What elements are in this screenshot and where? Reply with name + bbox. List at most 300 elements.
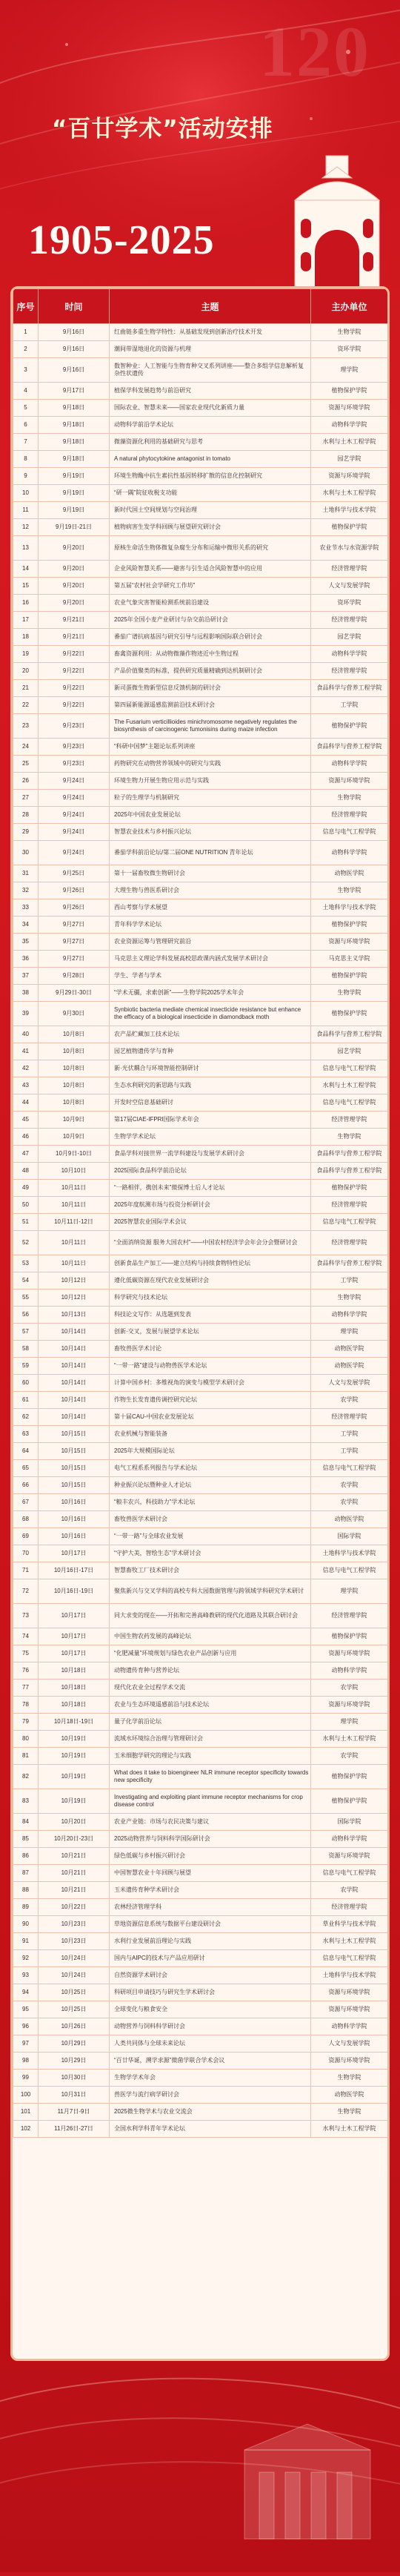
table-row xyxy=(13,773,388,790)
row-time: 9月20日 xyxy=(39,561,110,578)
table-row xyxy=(13,646,388,663)
table-row xyxy=(13,1731,388,1748)
row-time: 10月24日 xyxy=(39,1967,110,1984)
row-topic: 现代化农业全过程学术交流 xyxy=(110,1680,311,1697)
row-index: 67 xyxy=(13,1494,39,1511)
row-host: 工学院 xyxy=(311,1272,388,1289)
row-host: 农学院 xyxy=(311,1392,388,1409)
table-row xyxy=(13,400,388,417)
row-time: 9月19日 xyxy=(39,502,110,519)
row-time: 10月18日-19日 xyxy=(39,1714,110,1731)
table-row xyxy=(13,1916,388,1933)
row-index: 88 xyxy=(13,1882,39,1899)
row-time: 9月20日 xyxy=(39,536,110,561)
row-time: 10月13日 xyxy=(39,1307,110,1324)
row-host: 资源与环境学院 xyxy=(311,1645,388,1662)
row-host: 植物保护学院 xyxy=(311,519,388,536)
row-index: 73 xyxy=(13,1604,39,1628)
row-index: 31 xyxy=(13,865,39,882)
row-time: 10月18日 xyxy=(39,1662,110,1680)
table-row xyxy=(13,1214,388,1231)
row-host: 资源与环境学院 xyxy=(311,1848,388,1865)
row-index: 32 xyxy=(13,882,39,899)
row-time: 9月27日 xyxy=(39,934,110,951)
row-topic: 2025微生物学术与农业交流会 xyxy=(110,2104,311,2121)
row-time: 10月18日 xyxy=(39,1697,110,1714)
row-index: 56 xyxy=(13,1307,39,1324)
table-row xyxy=(13,1967,388,1984)
table-row xyxy=(13,2052,388,2070)
years-banner: 1905-2025 xyxy=(28,217,215,263)
row-index: 39 xyxy=(13,1002,39,1026)
row-topic: 环境生物力开展生物应用示范与实践 xyxy=(110,773,311,790)
anniversary-watermark: 120 xyxy=(259,12,370,91)
row-host: 动物医学院 xyxy=(311,1341,388,1358)
row-host: 食品科学与营养工程学院 xyxy=(311,1146,388,1163)
row-host: 园艺学院 xyxy=(311,629,388,646)
row-index: 41 xyxy=(13,1043,39,1060)
table-row xyxy=(13,1060,388,1077)
row-index: 40 xyxy=(13,1026,39,1043)
row-index: 19 xyxy=(13,646,39,663)
row-topic: 科学研究与技术论坛 xyxy=(110,1289,311,1307)
table-row xyxy=(13,536,388,561)
row-topic: Synbiotic bacteria mediate chemical insecticide resistance but enhance the efficacy of a biological insecticide in diamondback moth xyxy=(110,1002,311,1026)
row-host: 生物学院 xyxy=(311,324,388,341)
table-row xyxy=(13,578,388,595)
row-index: 53 xyxy=(13,1255,39,1272)
row-topic: 潮间带湿地退化的资源与机理 xyxy=(110,341,311,358)
row-index: 82 xyxy=(13,1765,39,1789)
row-host: 草业科学与技术学院 xyxy=(311,1916,388,1933)
row-topic: A natural phytocytokine antagonist in tomato xyxy=(110,451,311,468)
row-time: 10月17日 xyxy=(39,1604,110,1628)
row-topic: 作物生长发育遗传调控研究论坛 xyxy=(110,1392,311,1409)
row-time: 10月15日 xyxy=(39,1477,110,1494)
table-row xyxy=(13,1848,388,1865)
row-host: 生物学院 xyxy=(311,985,388,1002)
row-topic: 国内与AIPC的技术与产品应用研讨 xyxy=(110,1950,311,1967)
row-topic: 青年科学学术论坛 xyxy=(110,917,311,934)
row-index: 48 xyxy=(13,1163,39,1180)
row-time: 9月23日 xyxy=(39,756,110,773)
row-host: 园艺学院 xyxy=(311,451,388,468)
table-row xyxy=(13,1789,388,1814)
row-topic: 畜牧兽医学术讨论 xyxy=(110,1341,311,1358)
row-host: 动物科学学院 xyxy=(311,756,388,773)
row-host: 资环学院 xyxy=(311,341,388,358)
row-index: 27 xyxy=(13,790,39,807)
row-host: 国际学院 xyxy=(311,1528,388,1545)
row-index: 46 xyxy=(13,1129,39,1146)
row-topic: 聚焦新兴与交叉学科的高校专科大园数据管理与跨领域学科研究学术研讨 xyxy=(110,1579,311,1604)
table-row xyxy=(13,1112,388,1129)
row-time: 10月15日 xyxy=(39,1443,110,1460)
table-row xyxy=(13,1950,388,1967)
row-time: 10月29日 xyxy=(39,2052,110,2070)
row-topic: 大理生物与兽医系研讨会 xyxy=(110,882,311,899)
row-topic: 兽医学与流行病学研讨会 xyxy=(110,2087,311,2104)
table-row xyxy=(13,1002,388,1026)
row-index: 17 xyxy=(13,612,39,629)
row-host: 动物医学院 xyxy=(311,2087,388,2104)
row-time: 9月16日 xyxy=(39,341,110,358)
row-topic: 学生、学者与学术 xyxy=(110,968,311,985)
row-index: 34 xyxy=(13,917,39,934)
row-time: 10月30日 xyxy=(39,2070,110,2087)
row-host: 资环学院 xyxy=(311,595,388,612)
row-host: 信息与电气工程学院 xyxy=(311,1950,388,1967)
row-host: 资源与环境学院 xyxy=(311,934,388,951)
row-time: 9月28日 xyxy=(39,968,110,985)
row-index: 3 xyxy=(13,358,39,383)
row-index: 77 xyxy=(13,1680,39,1697)
row-topic: 中国智慧农业十年回顾与展望 xyxy=(110,1865,311,1882)
row-index: 28 xyxy=(13,807,39,824)
row-topic: 玉米遗传育种学术研讨会 xyxy=(110,1882,311,1899)
row-host: 经济管理学院 xyxy=(311,1231,388,1255)
table-row xyxy=(13,1562,388,1579)
row-index: 63 xyxy=(13,1426,39,1443)
row-index: 49 xyxy=(13,1180,39,1197)
table-row xyxy=(13,561,388,578)
table-row xyxy=(13,1748,388,1765)
row-index: 47 xyxy=(13,1146,39,1163)
row-host: 园艺学院 xyxy=(311,1043,388,1060)
row-topic: 开发时空信息基础研讨 xyxy=(110,1094,311,1112)
row-host: 马克思主义学院 xyxy=(311,951,388,968)
row-time: 10月14日 xyxy=(39,1375,110,1392)
row-topic: 2025年度航测市场与投资分析研讨会 xyxy=(110,1197,311,1214)
row-host: 经济管理学院 xyxy=(311,561,388,578)
row-index: 24 xyxy=(13,739,39,756)
row-time: 10月15日 xyxy=(39,1426,110,1443)
footer-waves xyxy=(0,2361,400,2572)
row-host: 食品科学与营养工程学院 xyxy=(311,1026,388,1043)
row-topic: 原核生命活生物体微复杂腐生分布和运输中微形关系的研究 xyxy=(110,536,311,561)
row-time: 9月19日-21日 xyxy=(39,519,110,536)
row-topic: 微藻资源化利用的基础研究与思考 xyxy=(110,434,311,451)
row-index: 61 xyxy=(13,1392,39,1409)
table-row xyxy=(13,824,388,841)
row-time: 10月23日 xyxy=(39,1916,110,1933)
row-host: 动物科学学院 xyxy=(311,2018,388,2035)
table-row xyxy=(13,1460,388,1477)
table-row xyxy=(13,1882,388,1899)
row-index: 20 xyxy=(13,663,39,680)
row-index: 6 xyxy=(13,417,39,434)
table-row xyxy=(13,1511,388,1528)
row-host: 植物保护学院 xyxy=(311,1789,388,1814)
row-topic: “一路相伴，携创未来”微探博士后人才论坛 xyxy=(110,1180,311,1197)
table-row xyxy=(13,1628,388,1645)
row-index: 60 xyxy=(13,1375,39,1392)
table-row xyxy=(13,358,388,383)
row-topic: 全球变化与粮食安全 xyxy=(110,2001,311,2018)
table-row xyxy=(13,899,388,917)
row-index: 7 xyxy=(13,434,39,451)
row-index: 59 xyxy=(13,1358,39,1375)
row-index: 97 xyxy=(13,2035,39,2052)
row-index: 11 xyxy=(13,502,39,519)
table-row xyxy=(13,1255,388,1272)
row-time: 10月20日-23日 xyxy=(39,1831,110,1848)
table-row xyxy=(13,1307,388,1324)
row-host: 植物保护学院 xyxy=(311,383,388,400)
table-row xyxy=(13,739,388,756)
table-row xyxy=(13,1231,388,1255)
row-time: 9月30日 xyxy=(39,1002,110,1026)
row-index: 94 xyxy=(13,1984,39,2001)
row-index: 96 xyxy=(13,2018,39,2035)
table-row xyxy=(13,790,388,807)
schedule-table xyxy=(13,288,388,2138)
table-row xyxy=(13,1545,388,1562)
row-index: 80 xyxy=(13,1731,39,1748)
row-index: 83 xyxy=(13,1789,39,1814)
row-time: 10月25日 xyxy=(39,2001,110,2018)
row-host: 信息与电气工程学院 xyxy=(311,1214,388,1231)
row-index: 37 xyxy=(13,968,39,985)
row-topic: 环境生物酶中抗生素抗性基因转移扩散的信息化控制研究 xyxy=(110,468,311,485)
row-host: 经济管理学院 xyxy=(311,1604,388,1628)
row-host: 经济管理学院 xyxy=(311,1112,388,1129)
row-host: 植物保护学院 xyxy=(311,1628,388,1645)
row-time: 10月21日 xyxy=(39,1848,110,1865)
row-time: 10月15日 xyxy=(39,1460,110,1477)
row-topic: 番茄学科前沿论坛/第二届ONE NUTRITION 青年论坛 xyxy=(110,841,311,865)
row-index: 66 xyxy=(13,1477,39,1494)
row-host: 资源与环境学院 xyxy=(311,1697,388,1714)
row-topic: 第五届“农村社会学研究工作坊” xyxy=(110,578,311,595)
row-host: 食品科学与营养工程学院 xyxy=(311,680,388,697)
row-topic: 动物遗传育种与营养论坛 xyxy=(110,1662,311,1680)
row-topic: 新时代国土空间规划与空间治理 xyxy=(110,502,311,519)
row-time: 10月22日 xyxy=(39,1899,110,1916)
row-topic: 药物研究在动物营养领域中的研究与实践 xyxy=(110,756,311,773)
row-topic: 水利行业发展前沿理论与实践 xyxy=(110,1933,311,1950)
table-row xyxy=(13,680,388,697)
row-topic: 同大求变的现在——开拓和完善高峰教研的现代化道路及其联合研讨会 xyxy=(110,1604,311,1628)
row-topic: 新·光伏耦合与环境智能控制研讨 xyxy=(110,1060,311,1077)
row-index: 86 xyxy=(13,1848,39,1865)
table-row xyxy=(13,968,388,985)
row-time: 9月21日 xyxy=(39,629,110,646)
row-host: 水利与土木工程学院 xyxy=(311,485,388,502)
row-index: 65 xyxy=(13,1460,39,1477)
row-topic: 农林经济管理学科 xyxy=(110,1899,311,1916)
row-time: 10月11日 xyxy=(39,1231,110,1255)
row-time: 10月8日 xyxy=(39,1060,110,1077)
table-row xyxy=(13,1094,388,1112)
row-time: 10月19日 xyxy=(39,1731,110,1748)
table-row xyxy=(13,2001,388,2018)
row-host: 生物学院 xyxy=(311,790,388,807)
row-index: 44 xyxy=(13,1094,39,1112)
row-index: 93 xyxy=(13,1967,39,1984)
row-index: 55 xyxy=(13,1289,39,1307)
row-host: 植物保护学院 xyxy=(311,917,388,934)
row-index: 99 xyxy=(13,2070,39,2087)
table-row xyxy=(13,1662,388,1680)
table-row xyxy=(13,2121,388,2138)
row-time: 9月20日 xyxy=(39,595,110,612)
table-row xyxy=(13,468,388,485)
table-row xyxy=(13,2070,388,2087)
row-host: 植物保护学院 xyxy=(311,714,388,739)
row-time: 10月17日 xyxy=(39,1628,110,1645)
row-topic: “百廿华诞，溯学求源”微菌学联合学术会议 xyxy=(110,2052,311,2070)
table-row xyxy=(13,1180,388,1197)
row-index: 35 xyxy=(13,934,39,951)
row-time: 10月31日 xyxy=(39,2087,110,2104)
row-topic: “学术无疆，求索创新”——生物学院2025学术年会 xyxy=(110,985,311,1002)
table-row xyxy=(13,1645,388,1662)
row-time: 9月22日 xyxy=(39,663,110,680)
row-index: 51 xyxy=(13,1214,39,1231)
table-row xyxy=(13,865,388,882)
row-index: 45 xyxy=(13,1112,39,1129)
row-time: 9月20日 xyxy=(39,578,110,595)
row-host: 农学院 xyxy=(311,1494,388,1511)
table-body xyxy=(13,324,388,2138)
row-index: 15 xyxy=(13,578,39,595)
row-topic: 第十届CAU-中国农业发展论坛 xyxy=(110,1409,311,1426)
row-time: 10月12日 xyxy=(39,1272,110,1289)
table-row xyxy=(13,1831,388,1848)
table-row xyxy=(13,697,388,714)
row-topic: 农业与生态环境遥感前沿与技术论坛 xyxy=(110,1697,311,1714)
table-row xyxy=(13,1714,388,1731)
row-topic: 创新·交叉，发展与展望学术论坛 xyxy=(110,1324,311,1341)
row-topic: 2025年全国小麦产业研讨与杂交前沿研讨会 xyxy=(110,612,311,629)
row-time: 10月16日 xyxy=(39,1494,110,1511)
row-time: 10月10日 xyxy=(39,1163,110,1180)
row-host: 理学院 xyxy=(311,1579,388,1604)
row-time: 9月26日 xyxy=(39,899,110,917)
row-time: 9月24日 xyxy=(39,807,110,824)
table-row xyxy=(13,341,388,358)
row-host: 土地科学与技术学院 xyxy=(311,1967,388,1984)
row-index: 74 xyxy=(13,1628,39,1645)
row-time: 9月24日 xyxy=(39,824,110,841)
row-time: 10月12日 xyxy=(39,1289,110,1307)
row-time: 10月23日 xyxy=(39,1933,110,1950)
table-row xyxy=(13,1146,388,1163)
table-row xyxy=(13,951,388,968)
row-index: 36 xyxy=(13,951,39,968)
row-host: 资源与环境学院 xyxy=(311,2052,388,2070)
row-topic: 生物学学术年会 xyxy=(110,2070,311,2087)
table-row xyxy=(13,324,388,341)
row-topic: “一带一路”与全球农业发展 xyxy=(110,1528,311,1545)
table-row xyxy=(13,434,388,451)
row-host: 资源与环境学院 xyxy=(311,2001,388,2018)
table-row xyxy=(13,934,388,951)
row-host: 生物学院 xyxy=(311,2104,388,2121)
table-row xyxy=(13,1197,388,1214)
row-host: 农业节水与水资源学院 xyxy=(311,536,388,561)
row-time: 10月25日 xyxy=(39,1984,110,2001)
row-host: 动物科学学院 xyxy=(311,841,388,865)
row-topic: 番茄广谱抗病基因与研究引导与远程影响国际联合研讨会 xyxy=(110,629,311,646)
column-header-time: 时间 xyxy=(39,289,110,324)
row-host: 水利与土木工程学院 xyxy=(311,434,388,451)
row-host: 理学院 xyxy=(311,1324,388,1341)
footer-decoration xyxy=(0,2361,400,2572)
row-host: 动物科学学院 xyxy=(311,1831,388,1848)
table-row xyxy=(13,1077,388,1094)
table-row xyxy=(13,612,388,629)
table-header-row xyxy=(13,289,388,324)
table-row xyxy=(13,1443,388,1460)
row-topic: 农产品贮藏加工技术论坛 xyxy=(110,1026,311,1043)
table-row xyxy=(13,1477,388,1494)
row-time: 10月21日 xyxy=(39,1882,110,1899)
row-host: 动物科学学院 xyxy=(311,1307,388,1324)
row-topic: 生物学学术论坛 xyxy=(110,1129,311,1146)
row-topic: 玉米细胞学研究的理论与实践 xyxy=(110,1748,311,1765)
row-index: 5 xyxy=(13,400,39,417)
row-time: 10月19日 xyxy=(39,1748,110,1765)
table-row xyxy=(13,714,388,739)
row-time: 10月8日 xyxy=(39,1026,110,1043)
table-row xyxy=(13,1163,388,1180)
row-topic: 畜禽资源利用：从动物微藻作物迹近中生物过程 xyxy=(110,646,311,663)
table-row xyxy=(13,663,388,680)
row-index: 68 xyxy=(13,1511,39,1528)
row-time: 9月18日 xyxy=(39,451,110,468)
row-time: 10月8日 xyxy=(39,1077,110,1094)
table-row xyxy=(13,1494,388,1511)
row-topic: 智慧畜牧工厂技术研讨会 xyxy=(110,1562,311,1579)
row-topic: 植保学科发展趋势与前沿研究 xyxy=(110,383,311,400)
row-index: 58 xyxy=(13,1341,39,1358)
row-time: 9月22日 xyxy=(39,646,110,663)
row-index: 101 xyxy=(13,2104,39,2121)
row-topic: 新司蛋微生物新型信息反馈机制的研讨会 xyxy=(110,680,311,697)
row-time: 10月20日 xyxy=(39,1814,110,1831)
row-host: 理学院 xyxy=(311,1714,388,1731)
table-row xyxy=(13,841,388,865)
row-index: 9 xyxy=(13,468,39,485)
row-topic: 2025年中国农业发展论坛 xyxy=(110,807,311,824)
table-row xyxy=(13,1272,388,1289)
row-time: 10月16日 xyxy=(39,1511,110,1528)
row-topic: 2025国际食品科学前沿论坛 xyxy=(110,1163,311,1180)
row-index: 90 xyxy=(13,1916,39,1933)
row-time: 9月29日-30日 xyxy=(39,985,110,1002)
row-time: 9月27日 xyxy=(39,917,110,934)
table-row xyxy=(13,1375,388,1392)
row-host: 生物学院 xyxy=(311,1129,388,1146)
row-time: 10月16日 xyxy=(39,1528,110,1545)
row-topic: 国际农业、智慧未来——国家农业现代化新质力量 xyxy=(110,400,311,417)
row-time: 9月24日 xyxy=(39,773,110,790)
row-topic: 2025年大规模国际论坛 xyxy=(110,1443,311,1460)
row-host: 信息与电气工程学院 xyxy=(311,1865,388,1882)
row-host: 人文与发展学院 xyxy=(311,578,388,595)
row-topic: 马克思主义理论学科发展高校思政课内涵式发展学术研讨会 xyxy=(110,951,311,968)
row-index: 26 xyxy=(13,773,39,790)
row-index: 29 xyxy=(13,824,39,841)
row-host: 植物保护学院 xyxy=(311,968,388,985)
row-time: 10月21日 xyxy=(39,1865,110,1882)
row-host: 经济管理学院 xyxy=(311,663,388,680)
row-time: 10月18日 xyxy=(39,1680,110,1697)
row-time: 9月22日 xyxy=(39,697,110,714)
table-row xyxy=(13,451,388,468)
